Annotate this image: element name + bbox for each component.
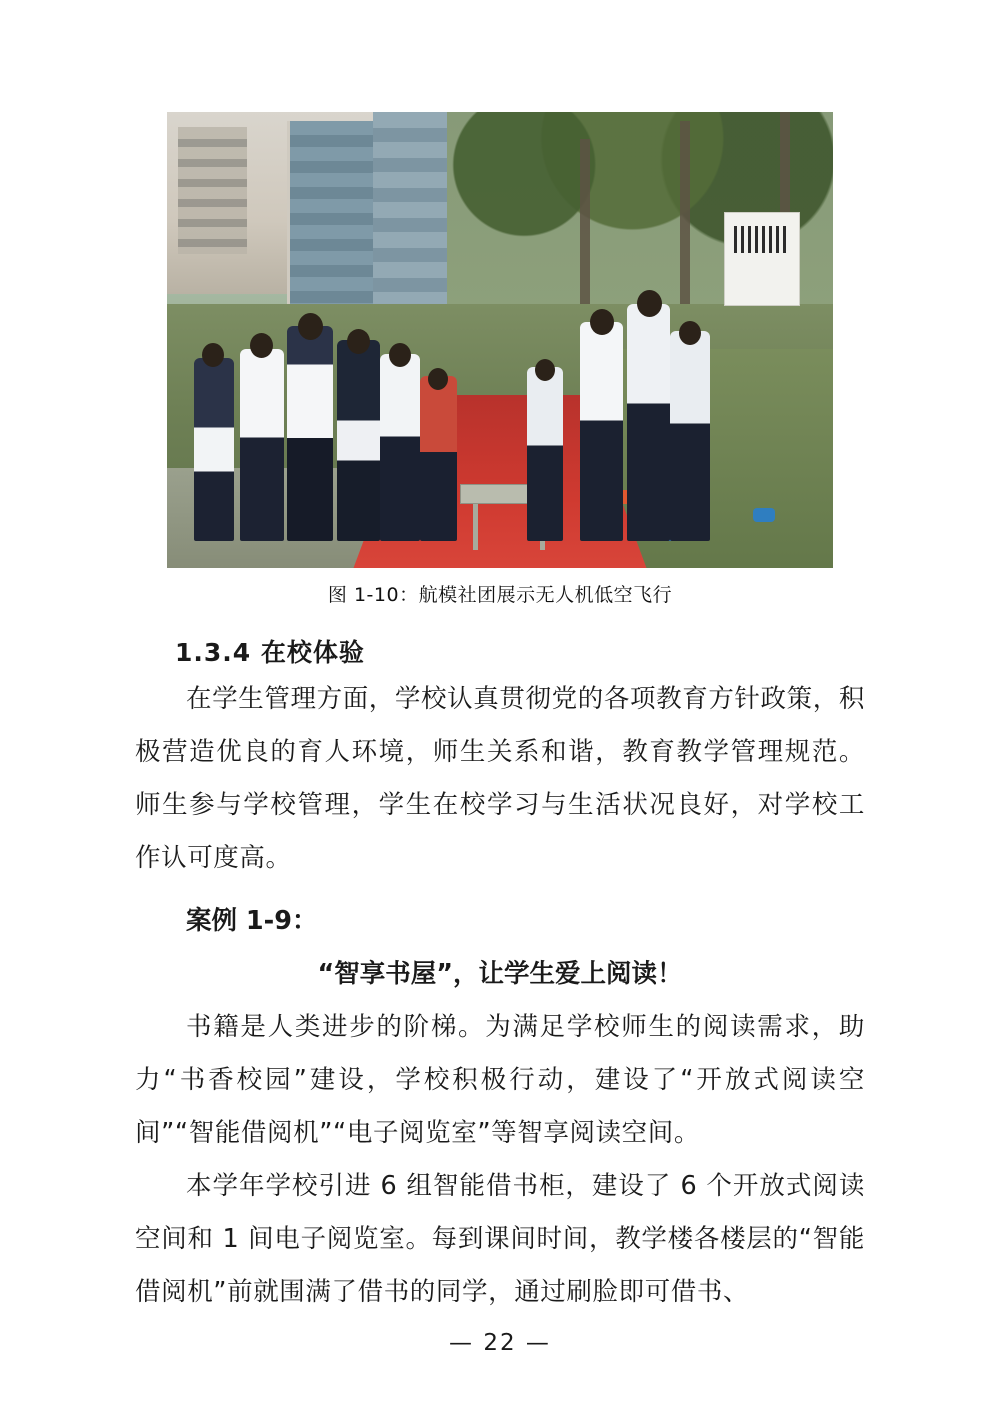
photo-student-head [250,333,273,358]
photo-student [337,340,380,541]
page-number: — 22 — [449,1330,551,1356]
photo-student [420,376,457,540]
paragraph-student-management: 在学生管理方面，学校认真贯彻党的各项教育方针政策，积极营造优良的育人环境，师生关系和谐，教育教学管理规范。师生参与学校管理，学生在校学习与生活状况良好，对学校工作认可度高。 [135,684,865,873]
photo-stool [753,508,775,522]
photo-student-head [298,313,323,340]
photo-student-head [679,321,701,345]
paragraph-case-detail: 本学年学校引进 6 组智能借书柜，建设了 6 个开放式阅读空间和 1 间电子阅览室。每到课间时间，教学楼各楼层的“智能借阅机”前就围满了借书的同学，通过刷脸即可借书、 [135,1171,865,1307]
case-label: 案例 1-9： [186,906,318,936]
page-title: 1.3.4 在校体验 [175,638,365,667]
photo-glass-facade-secondary [373,112,453,322]
photo-student-head [535,359,555,381]
figure-caption: 图 1-10：航模社团展示无人机低空飞行 [327,584,673,606]
photo-student [527,367,564,540]
photo-student [380,354,420,541]
photo-student-head [389,343,411,367]
drone-demonstration-photo [167,112,833,568]
photo-table-leg [473,504,478,550]
photo-student [287,326,334,540]
photo-student [194,358,234,540]
figure-block [135,112,865,607]
photo-student [670,331,710,541]
paragraph-case-intro: 书籍是人类进步的阶梯。为满足学校师生的阅读需求，助力“书香校园”建设，学校积极行动，建设了“开放式阅读空间”“智能借阅机”“电子阅览室”等智享阅读空间。 [135,1012,865,1148]
photo-student [627,304,670,541]
photo-student [580,322,623,541]
photo-student-head [347,329,370,354]
photo-student [240,349,283,541]
case-title: “智享书屋”，让学生爱上阅读！ [317,959,683,989]
photo-banner [724,212,799,305]
